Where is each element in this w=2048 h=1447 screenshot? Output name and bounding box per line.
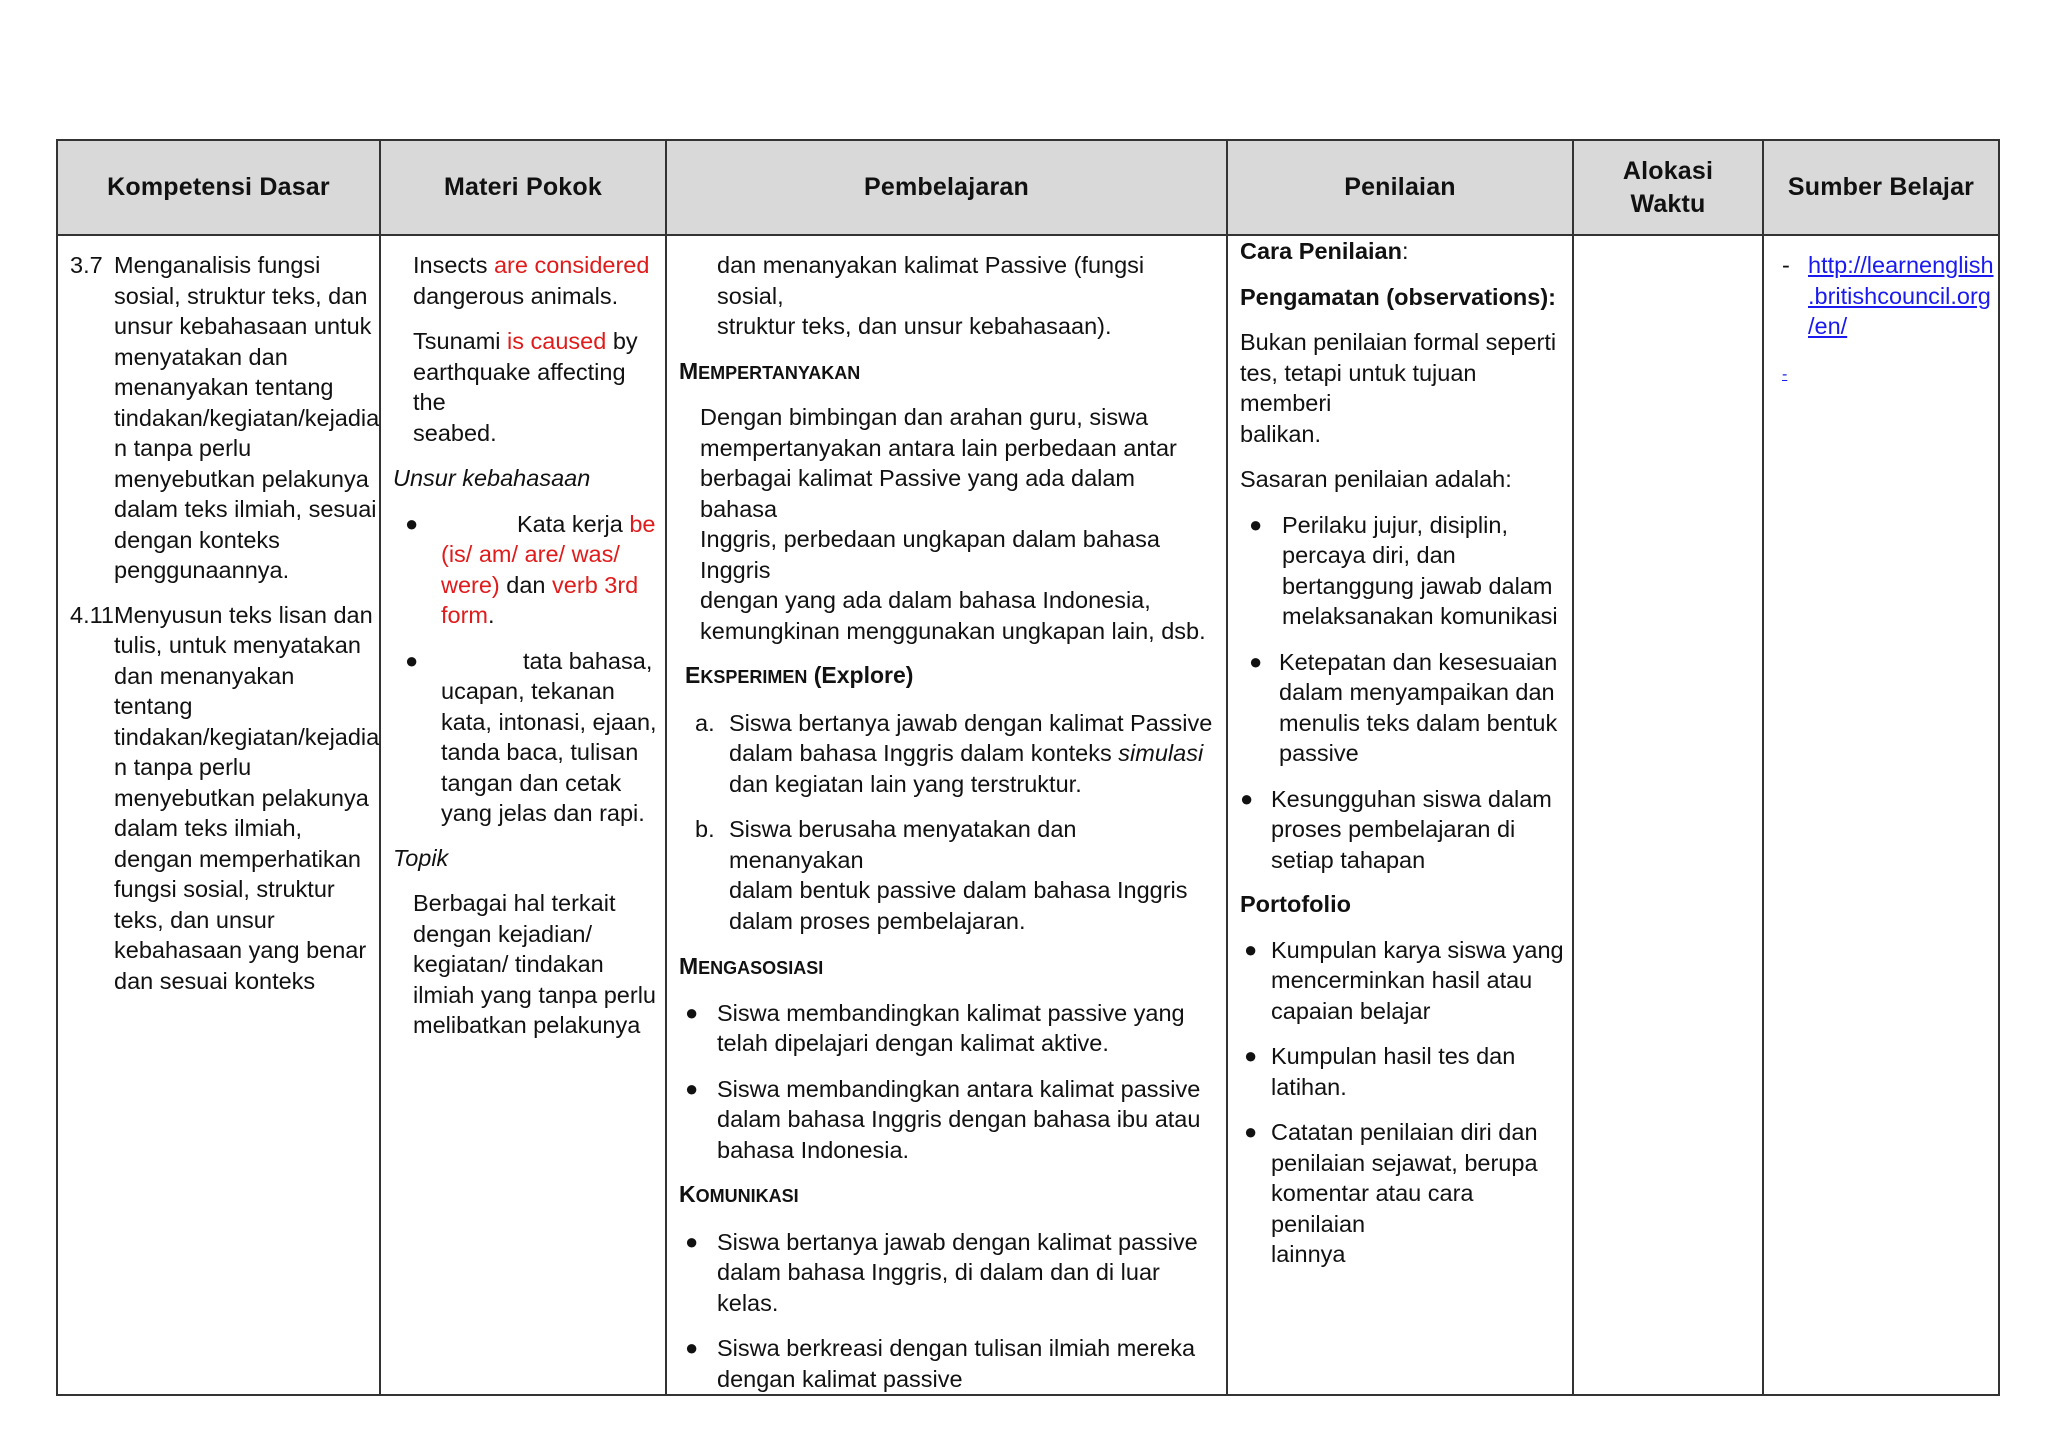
bullet-icon: ●	[685, 1228, 699, 1254]
text-line: percaya diri, dan	[1282, 542, 1456, 568]
example-1-rest: dangerous animals.	[413, 282, 619, 309]
text-line: dalam bentuk passive dalam bahasa Inggris	[729, 877, 1188, 903]
bullet-icon: ●	[685, 1075, 699, 1101]
period-text: .	[488, 602, 495, 628]
item-b-text	[729, 814, 1216, 936]
header-row	[57, 140, 1999, 235]
header-pembelajaran: Pembelajaran	[666, 140, 1227, 235]
list-item	[685, 1074, 1216, 1166]
penilaian-cell	[1227, 235, 1573, 1395]
text-line: Ketepatan dan kesesuaian	[1279, 648, 1558, 675]
unsur-kebahasaan-heading: Unsur kebahasaan	[393, 465, 591, 491]
topik-text	[393, 888, 657, 1041]
pembelajaran-intro	[679, 250, 1216, 342]
text-line: dan menanyakan kalimat Passive (fungsi sosial,	[717, 252, 1145, 309]
list-item	[685, 998, 1216, 1059]
text-line: unsur kebahasaan untuk	[114, 313, 372, 339]
example-2-subject: Tsunami	[413, 328, 508, 354]
text-line: dengan yang ada dalam bahasa Indonesia,	[700, 587, 1151, 613]
text-line: telah dipelajari dengan kalimat aktive.	[717, 1030, 1109, 1056]
header-kompetensi-dasar: Kompetensi Dasar	[57, 140, 380, 235]
text-line: ilmiah yang tanpa perlu	[413, 981, 656, 1008]
list-item	[1240, 1117, 1566, 1270]
kd-4-11-number: 4.11	[70, 601, 114, 628]
kd-3-7-text	[114, 250, 379, 586]
content-row	[57, 235, 1999, 1395]
text-line: tata bahasa,	[523, 647, 653, 674]
text-line: Inggris, perbedaan ungkapan dalam bahasa Inggris	[700, 526, 1160, 583]
text-line: tindakan/kegiatan/kejadia	[114, 723, 380, 750]
form-text: form	[441, 602, 488, 628]
example-1-verb: are considered	[493, 252, 650, 278]
example-2-line3: seabed.	[413, 419, 497, 446]
eksperimen-heading: EKSPERIMEN (Explore)	[685, 662, 914, 688]
bullet-icon: ●	[1240, 785, 1254, 811]
text-line: menanyakan tentang	[114, 374, 334, 400]
portofolio-heading: Portofolio	[1240, 891, 1351, 917]
bullet-icon: ●	[405, 647, 419, 673]
list-item	[1240, 510, 1566, 632]
unsur-item-kata-kerja	[405, 509, 657, 631]
bullet-icon: ●	[405, 510, 419, 536]
bullet-icon: ●	[1244, 1119, 1258, 1144]
header-penilaian: Penilaian	[1227, 140, 1573, 235]
kata-kerja-text: Kata kerja	[517, 510, 630, 537]
be-text: be	[629, 510, 656, 537]
eksperimen-item-a	[679, 708, 1216, 800]
bullet-icon: ●	[1244, 936, 1258, 962]
example-1-subject: Insects	[413, 252, 494, 278]
text-line: dan sesuai konteks	[114, 967, 316, 994]
kd-cell	[57, 235, 380, 1395]
mengasosiasi-heading: MENGASOSIASI	[679, 953, 824, 979]
kd-4-11	[70, 600, 379, 997]
mempertanyakan-text	[679, 402, 1216, 646]
source-link-item	[1782, 250, 1994, 342]
header-alokasi-line1: Alokasi	[1622, 156, 1714, 185]
unsur-item-tata-bahasa	[405, 646, 657, 829]
item-a-line1: Siswa bertanya jawab dengan kalimat Passive	[729, 709, 1213, 736]
text-line: melibatkan pelakunya	[413, 1012, 641, 1038]
text-line: n tanpa perlu	[114, 435, 252, 461]
text-line: dengan konteks	[114, 526, 280, 553]
alokasi-waktu-cell	[1573, 235, 1763, 1395]
dash-marker: -	[1782, 252, 1790, 278]
were-text: were)	[441, 571, 500, 598]
text-line: dalam bahasa Inggris dengan bahasa ibu atau	[717, 1106, 1201, 1132]
text-line: Perilaku jujur, disiplin,	[1282, 511, 1508, 538]
text-line: passive	[1279, 740, 1359, 766]
komunikasi-list	[679, 1227, 1216, 1395]
text-line: Siswa berkreasi dengan tulisan ilmiah mereka	[717, 1335, 1196, 1361]
text-line: mencerminkan hasil atau	[1271, 967, 1533, 993]
list-item	[685, 1333, 1216, 1394]
text-line: n tanpa perlu	[114, 754, 252, 780]
sasaran-heading: Sasaran penilaian adalah:	[1240, 466, 1512, 492]
verb-3rd-text: verb 3rd	[552, 571, 639, 598]
header-sumber-belajar: Sumber Belajar	[1763, 140, 1999, 235]
text-line: Menyusun teks lisan dan	[114, 601, 373, 628]
bullet-icon: ●	[685, 1335, 699, 1360]
text-line: komentar atau cara penilaian	[1271, 1180, 1474, 1237]
text-line: menulis teks dalam bentuk	[1279, 709, 1558, 736]
sumber-belajar-cell	[1763, 235, 1999, 1395]
item-a-line3: dan kegiatan lain yang terstruktur.	[729, 770, 1082, 797]
text-line: bertanggung jawab dalam	[1282, 572, 1553, 599]
text-line: Kumpulan hasil tes dan	[1271, 1043, 1516, 1069]
empty-link[interactable]: -	[1782, 365, 1788, 383]
mp-cell	[380, 235, 666, 1395]
syllabus-table	[56, 139, 2000, 1396]
komunikasi-heading: KOMUNIKASI	[679, 1181, 799, 1207]
text-line: Siswa berusaha menyatakan dan menanyakan	[729, 816, 1077, 873]
header-materi-pokok: Materi Pokok	[380, 140, 666, 235]
list-item	[1240, 784, 1566, 876]
be-forms-text: (is/ am/ are/ was/	[441, 541, 620, 567]
text-line: latihan.	[1271, 1073, 1347, 1100]
example-2-verb: is caused	[507, 328, 607, 354]
list-item	[1240, 1041, 1566, 1102]
text-line: http://learnenglish	[1808, 252, 1994, 278]
text-line: tulis, untuk menyatakan	[114, 632, 361, 658]
text-line: dengan memperhatikan	[114, 845, 361, 872]
text-line: Siswa membandingkan antara kalimat passive	[717, 1075, 1201, 1102]
text-line: menyebutkan pelakunya	[114, 784, 369, 811]
bullet-icon: ●	[1249, 648, 1263, 674]
mempertanyakan-heading: MEMPERTANYAKAN	[679, 357, 861, 384]
text-line: kebahasaan yang benar	[114, 937, 367, 963]
pengamatan-heading: Pengamatan (observations):	[1240, 283, 1557, 310]
text-line: dalam teks ilmiah,	[114, 815, 303, 841]
example-2	[393, 326, 657, 448]
british-council-link[interactable]	[1808, 250, 1994, 342]
text-line: dalam bahasa Inggris, di dalam dan di luar kelas.	[717, 1259, 1160, 1316]
unsur-list	[393, 509, 657, 829]
header-alokasi-waktu	[1573, 140, 1763, 235]
item-a-line2: dalam bahasa Inggris dalam konteks	[729, 740, 1119, 766]
kd-4-11-text	[114, 600, 379, 997]
text-line: setiap tahapan	[1271, 846, 1426, 873]
text-line: teks, dan unsur	[114, 906, 275, 933]
empty-source-item	[1782, 356, 1994, 391]
text-line: Siswa membandingkan kalimat passive yang	[717, 999, 1185, 1026]
portofolio-list	[1240, 935, 1566, 1270]
text-line: struktur teks, dan unsur kebahasaan).	[717, 313, 1112, 339]
text-line: menyebutkan pelakunya	[114, 465, 369, 492]
list-item	[1240, 647, 1566, 769]
text-line: dengan kalimat passive	[717, 1365, 963, 1392]
text-line: menyatakan dan	[114, 343, 288, 370]
sasaran-list	[1240, 510, 1566, 876]
text-line: lainnya	[1271, 1241, 1346, 1267]
text-line: proses pembelajaran di	[1271, 816, 1516, 842]
text-line: dalam menyampaikan dan	[1279, 679, 1555, 705]
example-1	[393, 250, 657, 311]
text-line: dengan kejadian/	[413, 920, 593, 947]
text-line: /en/	[1808, 313, 1848, 339]
list-item	[1240, 935, 1566, 1027]
example-2-by: by	[606, 328, 638, 354]
bullet-icon: ●	[1249, 511, 1263, 537]
cara-penilaian-heading: Cara Penilaian:	[1240, 238, 1409, 264]
text-line: penggunaannya.	[114, 557, 290, 583]
pembelajaran-cell	[666, 235, 1227, 1395]
text-line: tangan dan cetak	[441, 769, 622, 796]
mengasosiasi-list	[679, 998, 1216, 1166]
topik-heading: Topik	[393, 844, 449, 871]
text-line: Bukan penilaian formal seperti	[1240, 329, 1557, 355]
text-line: Kumpulan karya siswa yang	[1271, 936, 1564, 963]
text-line: Catatan penilaian diri dan	[1271, 1119, 1538, 1145]
text-line: dalam teks ilmiah, sesuai	[114, 496, 377, 522]
header-alokasi-line2: Waktu	[1630, 189, 1706, 218]
text-line: Dengan bimbingan dan arahan guru, siswa	[700, 404, 1149, 430]
text-line: Menganalisis fungsi	[114, 252, 321, 278]
item-b-label: b.	[695, 816, 715, 842]
text-line: bahasa Indonesia.	[717, 1136, 910, 1163]
bullet-icon: ●	[685, 999, 699, 1025]
example-2-line2: earthquake affecting the	[413, 358, 626, 415]
text-line: penilaian sejawat, berupa	[1271, 1149, 1538, 1176]
text-line: berbagai kalimat Passive yang ada dalam bahasa	[700, 465, 1136, 522]
text-line: kata, intonasi, ejaan,	[441, 708, 657, 735]
text-line: dalam proses pembelajaran.	[729, 907, 1026, 934]
text-line: Siswa bertanya jawab dengan kalimat passive	[717, 1228, 1198, 1255]
text-line: Kesungguhan siswa dalam	[1271, 785, 1552, 812]
dan-text: dan	[499, 571, 553, 598]
text-line: Berbagai hal terkait	[413, 890, 616, 916]
kd-3-7	[70, 250, 379, 586]
text-line: ucapan, tekanan	[441, 678, 615, 704]
tata-bahasa-text	[441, 646, 657, 829]
text-line: mempertanyakan antara lain perbedaan antar	[700, 434, 1177, 461]
eksperimen-item-b	[679, 814, 1216, 936]
kd-3-7-number: 3.7	[70, 252, 103, 278]
item-a-label: a.	[695, 709, 715, 736]
text-line: kemungkinan menggunakan ungkapan lain, dsb.	[700, 617, 1206, 644]
bukan-text	[1240, 327, 1566, 449]
item-a-simulasi: simulasi	[1118, 740, 1204, 766]
text-line: tindakan/kegiatan/kejadia	[114, 404, 380, 431]
text-line: capaian belajar	[1271, 997, 1431, 1024]
text-line: tes, tetapi untuk tujuan memberi	[1240, 359, 1477, 416]
text-line: kegiatan/ tindakan	[413, 951, 604, 977]
text-line: fungsi sosial, struktur	[114, 876, 335, 902]
text-line: tanda baca, tulisan	[441, 739, 639, 765]
text-line: yang jelas dan rapi.	[441, 800, 645, 826]
text-line: balikan.	[1240, 420, 1321, 447]
text-line: sosial, struktur teks, dan	[114, 282, 368, 309]
list-item	[685, 1227, 1216, 1319]
text-line: dan menanyakan tentang	[114, 662, 295, 719]
text-line: .britishcouncil.org	[1808, 282, 1991, 309]
bullet-icon: ●	[1244, 1043, 1258, 1068]
text-line: melaksanakan komunikasi	[1282, 603, 1558, 629]
